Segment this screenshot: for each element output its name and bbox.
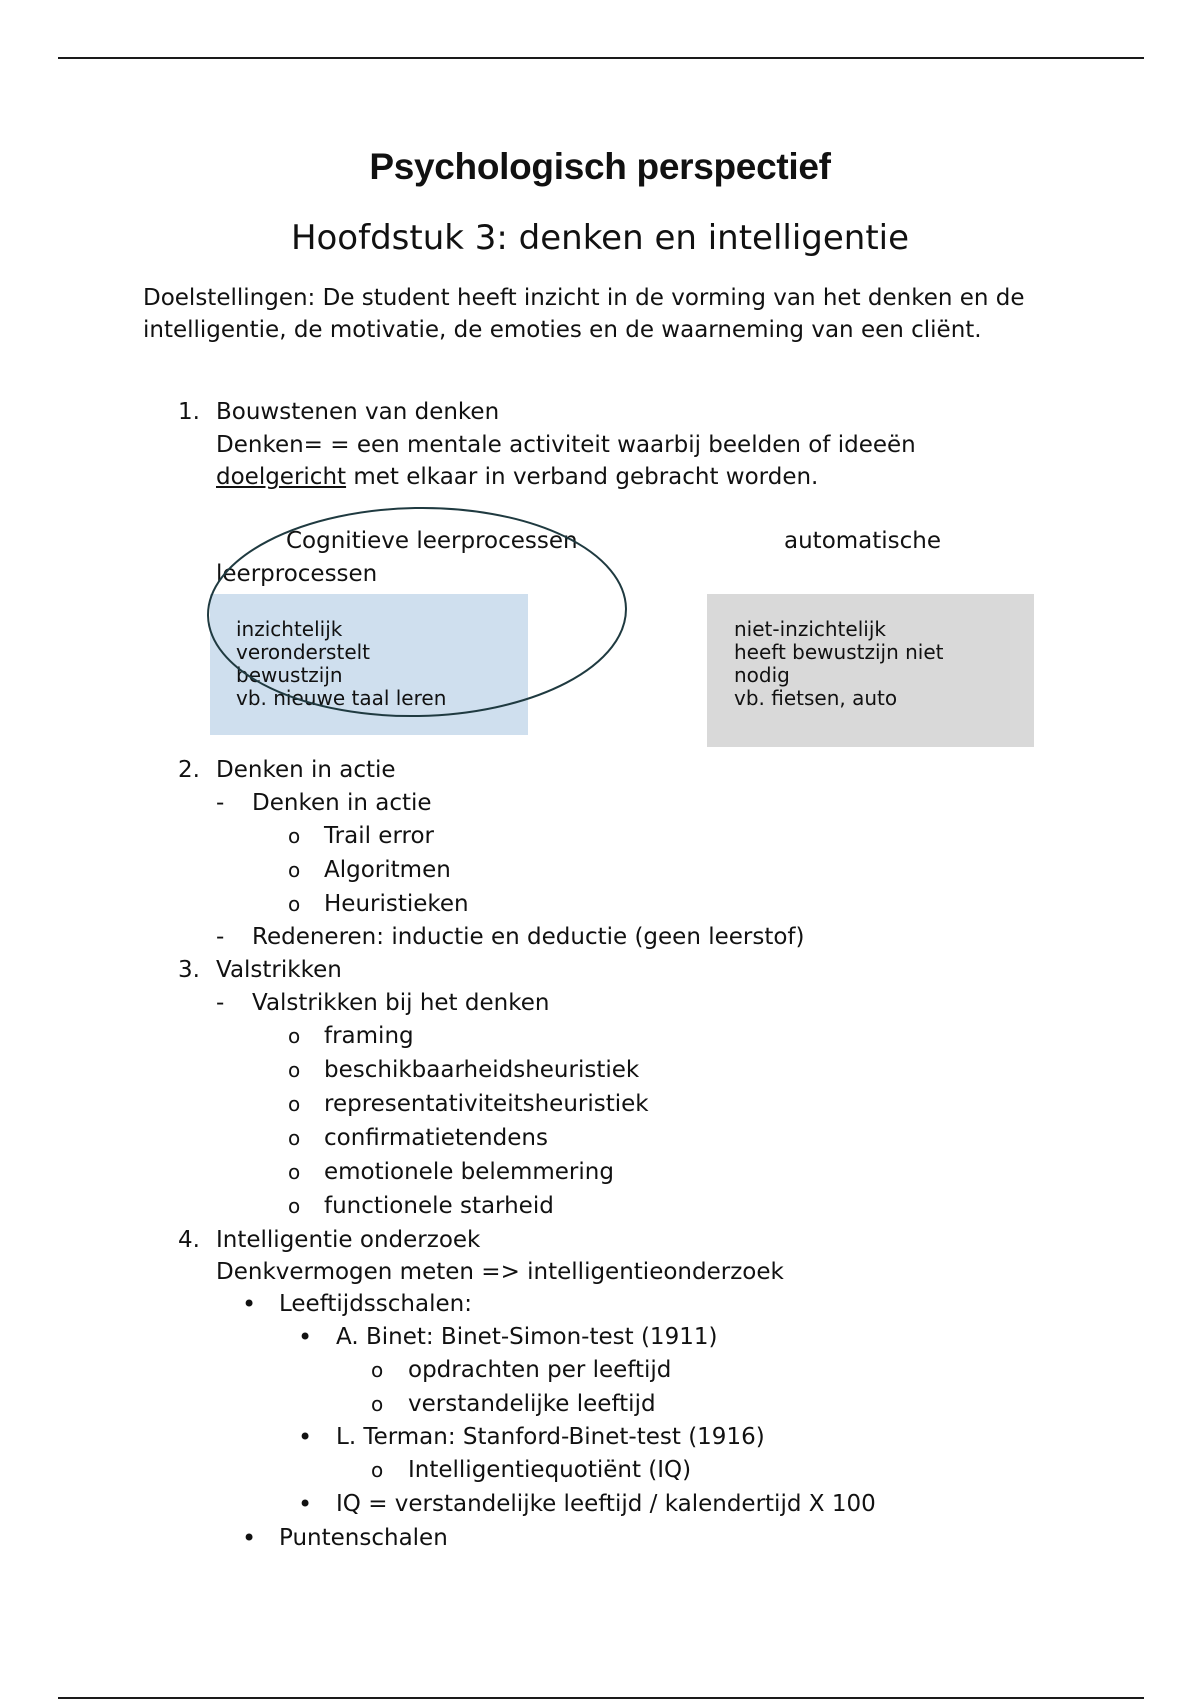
binet-sub-item: verstandelijke leeftijd	[408, 1391, 656, 1417]
cognitive-box-line: vb. nieuwe taal leren	[236, 686, 447, 710]
automatic-process-box	[707, 594, 1034, 747]
page-title: Psychologisch perspectief	[369, 146, 831, 187]
sub-item: confirmatietendens	[324, 1125, 548, 1151]
sub-item: Heuristieken	[324, 891, 469, 917]
section-4-heading: Intelligentie onderzoek	[216, 1227, 481, 1253]
footer-rule	[58, 1697, 1144, 1699]
definition-line-1: Denken= = een mentale activiteit waarbij beelden of ideeën	[216, 432, 916, 458]
chapter-subtitle: Hoofdstuk 3: denken en intelligentie	[290, 218, 910, 258]
circle-marker: o	[371, 1458, 384, 1482]
cognitive-box-line: veronderstelt	[236, 640, 371, 664]
dot-marker: •	[242, 1290, 257, 1318]
dash-item-denken: Denken in actie	[252, 790, 432, 816]
cognitive-process-box	[210, 594, 528, 735]
dot-marker: •	[298, 1423, 313, 1451]
cognitive-box-text	[236, 617, 447, 710]
terman-item: L. Terman: Stanford-Binet-test (1916)	[336, 1424, 765, 1450]
label-automatic: automatische	[784, 528, 942, 554]
section-1-number: 1.	[178, 399, 200, 425]
section-2-number: 2.	[178, 757, 200, 783]
automatic-box-line: niet-inzichtelijk	[734, 617, 886, 641]
automatic-box-line: nodig	[734, 663, 790, 687]
circle-marker: o	[288, 824, 301, 848]
section-3-number: 3.	[178, 957, 200, 983]
sub-item: framing	[324, 1023, 414, 1049]
label-cognitive: Cognitieve leerprocessen	[286, 528, 578, 554]
binet-item: A. Binet: Binet-Simon-test (1911)	[336, 1324, 718, 1350]
cognitive-box-line: bewustzijn	[236, 663, 343, 687]
definition-line-2	[216, 461, 818, 493]
dot-marker: •	[298, 1323, 313, 1351]
circle-marker: o	[288, 1092, 301, 1116]
circle-marker: o	[288, 1024, 301, 1048]
dash-item-valstrikken: Valstrikken bij het denken	[252, 990, 550, 1016]
sub-item: representativiteitsheuristiek	[324, 1091, 649, 1117]
cognitive-box-line: inzichtelijk	[236, 617, 343, 641]
binet-sub-item: opdrachten per leeftijd	[408, 1357, 672, 1383]
objectives-paragraph: Doelstellingen: De student heeft inzicht in de vorming van het denken en de intelligentie, de motivatie, de emoties en de waarneming van een cliënt.	[143, 285, 1025, 343]
circle-marker: o	[288, 892, 301, 916]
section-4-number: 4.	[178, 1227, 200, 1253]
header-rule	[58, 57, 1144, 59]
dot-marker: •	[298, 1490, 313, 1518]
point-scales-item: Puntenschalen	[279, 1525, 448, 1551]
circle-marker: o	[288, 1194, 301, 1218]
iq-formula-item: IQ = verstandelijke leeftijd / kalendertijd X 100	[336, 1491, 876, 1517]
age-scales-item: Leeftijdsschalen:	[279, 1291, 472, 1317]
terman-sub-item: Intelligentiequotiënt (IQ)	[408, 1457, 692, 1483]
section-3-heading: Valstrikken	[216, 957, 342, 983]
section-2-heading: Denken in actie	[216, 757, 396, 783]
sub-item: functionele starheid	[324, 1193, 554, 1219]
definition-underlined-word: doelgericht	[216, 464, 347, 490]
circle-marker: o	[288, 1126, 301, 1150]
definition-line-2-rest: met elkaar in verband gebracht worden.	[346, 464, 819, 490]
dash-item-redeneren: Redeneren: inductie en deductie (geen leerstof)	[252, 924, 805, 950]
label-leerprocessen: leerprocessen	[216, 561, 378, 587]
circle-marker: o	[371, 1392, 384, 1416]
dash-marker: -	[216, 990, 225, 1016]
sub-item: emotionele belemmering	[324, 1159, 614, 1185]
sub-item: Algoritmen	[324, 857, 451, 883]
automatic-box-line: heeft bewustzijn niet	[734, 640, 944, 664]
sub-item: Trail error	[324, 823, 434, 849]
circle-marker: o	[288, 1160, 301, 1184]
automatic-box-text	[734, 618, 944, 710]
dash-marker: -	[216, 790, 225, 816]
sub-item: beschikbaarheidsheuristiek	[324, 1057, 640, 1083]
automatic-box-line: vb. fietsen, auto	[734, 686, 898, 710]
circle-marker: o	[371, 1358, 384, 1382]
dot-marker: •	[242, 1524, 257, 1552]
section-1-heading: Bouwstenen van denken	[216, 399, 500, 425]
circle-marker: o	[288, 858, 301, 882]
section-4-intro: Denkvermogen meten => intelligentieonderzoek	[216, 1259, 784, 1285]
dash-marker: -	[216, 924, 225, 950]
circle-marker: o	[288, 1058, 301, 1082]
